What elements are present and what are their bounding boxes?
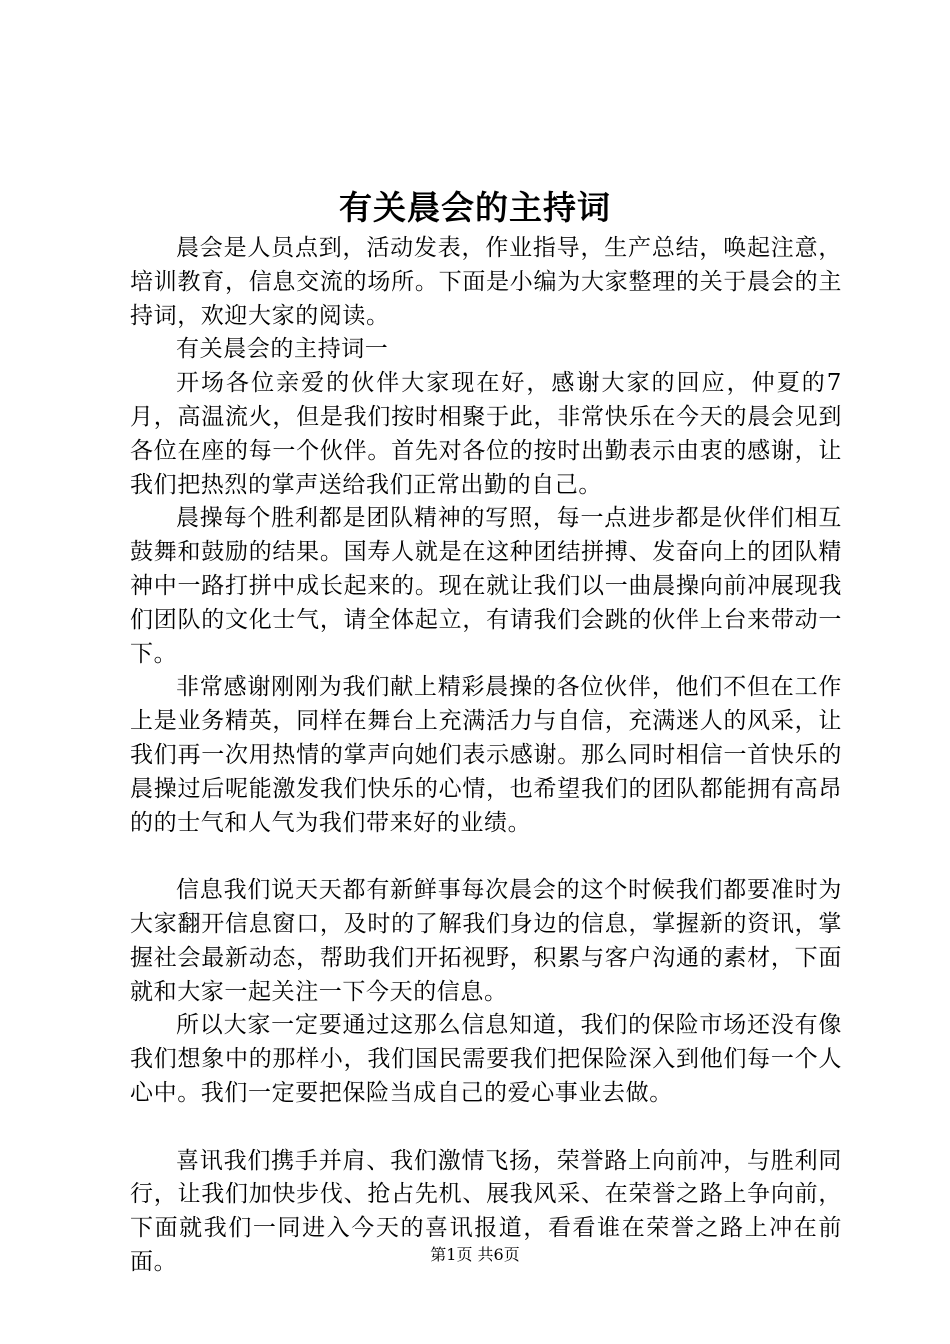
paragraph-section-heading: 有关晨会的主持词一: [176, 336, 389, 363]
page-number-footer: 第1页 共6页: [430, 1245, 520, 1264]
paragraph-thanks: 非常感谢刚刚为我们献上精彩晨操的各位伙伴，他们不但在工作上是业务精英，同样在舞台上充满活力与自信，充满迷人的风采，让我们再一次用热情的掌声向她们表示感谢。那么同时相信一首快乐的晨操过后呢能激发我们快乐的心情，也希望我们的团队都能拥有高昂的的士气和人气为我们带来好的业绩。: [130, 674, 842, 836]
paragraph-opening: 开场各位亲爱的伙伴大家现在好，感谢大家的回应，仲夏的7月，高温流火，但是我们按时相聚于此，非常快乐在今天的晨会见到各位在座的每一个伙伴。首先对各位的按时出勤表示由衷的感谢，让我们把热烈的掌声送给我们正常出勤的自己。: [130, 370, 842, 498]
paragraph-morning-exercise: 晨操每个胜利都是团队精神的写照，每一点进步都是伙伴们相互鼓舞和鼓励的结果。国寿人就是在这种团结拼搏、发奋向上的团队精神中一路打拼中成长起来的。现在就让我们以一曲晨操向前冲展现我们团队的文化士气，请全体起立，有请我们会跳的伙伴上台来带动一下。: [130, 505, 842, 667]
paragraph-information: 信息我们说天天都有新鲜事每次晨会的这个时候我们都要准时为大家翻开信息窗口，及时的了解我们身边的信息，掌握新的资讯，掌握社会最新动态，帮助我们开拓视野，积累与客户沟通的素材，下面就和大家一起关注一下今天的信息。: [130, 877, 842, 1005]
paragraph-insurance: 所以大家一定要通过这那么信息知道，我们的保险市场还没有像我们想象中的那样小，我们国民需要我们把保险深入到他们每一个人心中。我们一定要把保险当成自己的爱心事业去做。: [130, 1012, 842, 1106]
document-body: [130, 232, 842, 1280]
paragraph-good-news: 喜讯我们携手并肩、我们激情飞扬，荣誉路上向前冲，与胜利同行，让我们加快步伐、抢占先机、展我风采、在荣誉之路上争向前，下面就我们一同进入今天的喜讯报道，看看谁在荣誉之路上冲在前面。: [130, 1147, 842, 1275]
paragraph-intro: 晨会是人员点到，活动发表，作业指导，生产总结，唤起注意，培训教育，信息交流的场所。下面是小编为大家整理的关于晨会的主持词，欢迎大家的阅读。: [130, 235, 842, 329]
page-title: 有关晨会的主持词: [339, 188, 611, 227]
